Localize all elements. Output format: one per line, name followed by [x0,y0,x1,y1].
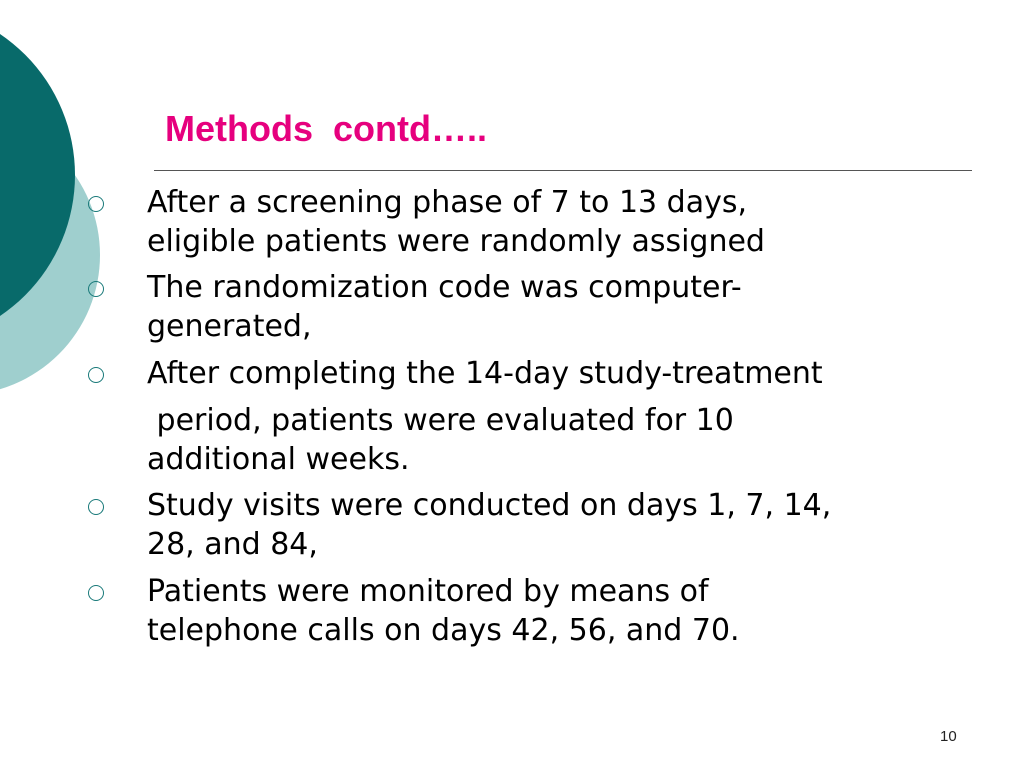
bullet-line: eligible patients were randomly assigned [147,224,765,259]
page-number: 10 [940,728,957,745]
bullet-line: 28, and 84, [147,527,318,562]
bullet-line: generated, [147,309,312,344]
bullet-line: period, patients were evaluated for 10 [147,403,734,438]
bullet-line: After completing the 14-day study-treatment [147,356,823,391]
hollow-circle-icon [88,281,104,297]
slide-title: Methods contd….. [165,108,487,149]
bullet-line: Patients were monitored by means of [147,574,709,609]
bullet-line: Study visits were conducted on days 1, 7, 14, [147,488,832,523]
hollow-circle-icon [88,499,104,515]
hollow-circle-icon [88,585,104,601]
bullet-line: additional weeks. [147,442,410,477]
hollow-circle-icon [88,367,104,383]
bullet-line: After a screening phase of 7 to 13 days, [147,185,747,220]
bullet-line: The randomization code was computer- [147,270,742,305]
bullet-line: telephone calls on days 42, 56, and 70. [147,613,740,648]
hollow-circle-icon [88,196,104,212]
